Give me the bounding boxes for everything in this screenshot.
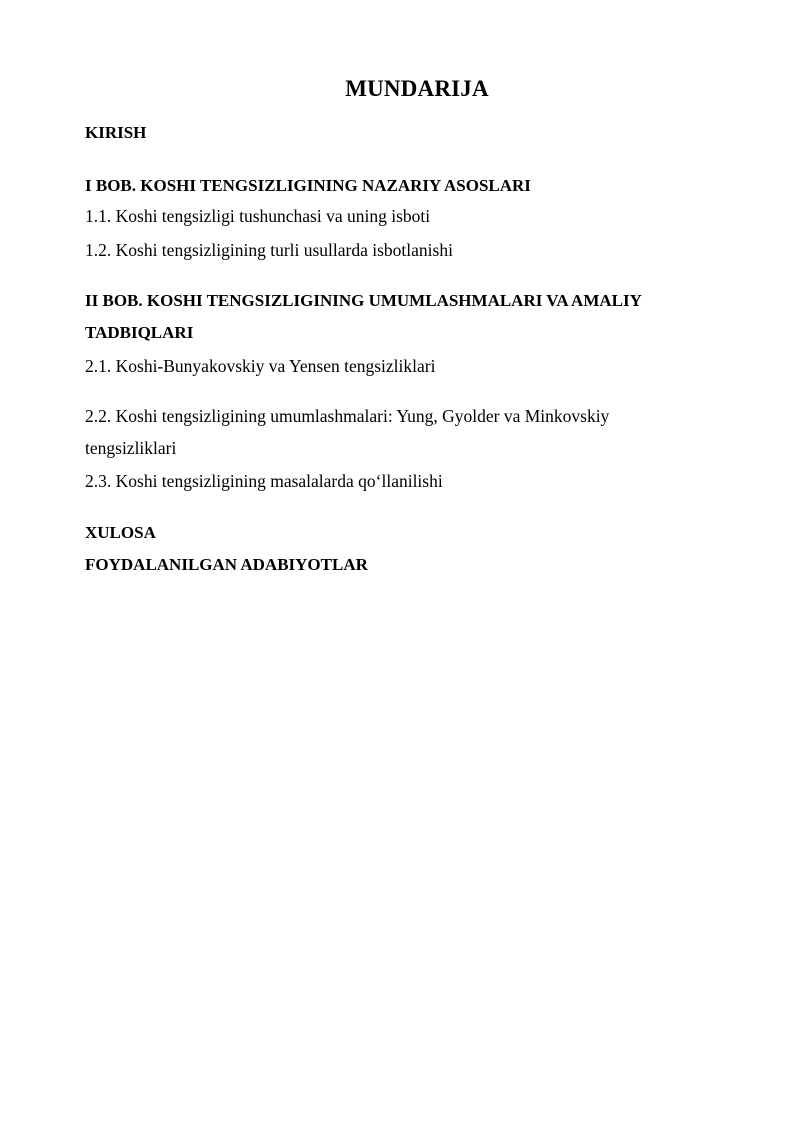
toc-section-2-2: 2.2. Koshi tengsizligining umumlashmalari: Yung, Gyolder va Minkovskiy	[85, 406, 610, 426]
toc-section-2-3: 2.3. Koshi tengsizligining masalalarda qo‘llanilishi	[85, 471, 443, 491]
toc-conclusion: XULOSA	[85, 523, 156, 542]
toc-chapter2-heading-line1: II BOB. KOSHI TENGSIZLIGINING UMUMLASHMALARI VA AMALIY	[85, 291, 642, 310]
toc-intro: KIRISH	[85, 123, 147, 142]
toc-section-2-2-continued: tengsizliklari	[85, 438, 177, 458]
toc-references: FOYDALANILGAN ADABIYOTLAR	[85, 555, 368, 574]
toc-section-2-1: 2.1. Koshi-Bunyakovskiy va Yensen tengsizliklari	[85, 356, 436, 376]
toc-chapter2-heading-line2: TADBIQLARI	[85, 323, 194, 342]
toc-section-1-1: 1.1. Koshi tengsizligi tushunchasi va uning isboti	[85, 206, 431, 226]
toc-section-1-2: 1.2. Koshi tengsizligining turli usullarda isbotlanishi	[85, 240, 453, 260]
page-title: MUNDARIJA	[345, 76, 489, 101]
toc-chapter1-heading: I BOB. KOSHI TENGSIZLIGINING NAZARIY ASOSLARI	[85, 176, 531, 195]
